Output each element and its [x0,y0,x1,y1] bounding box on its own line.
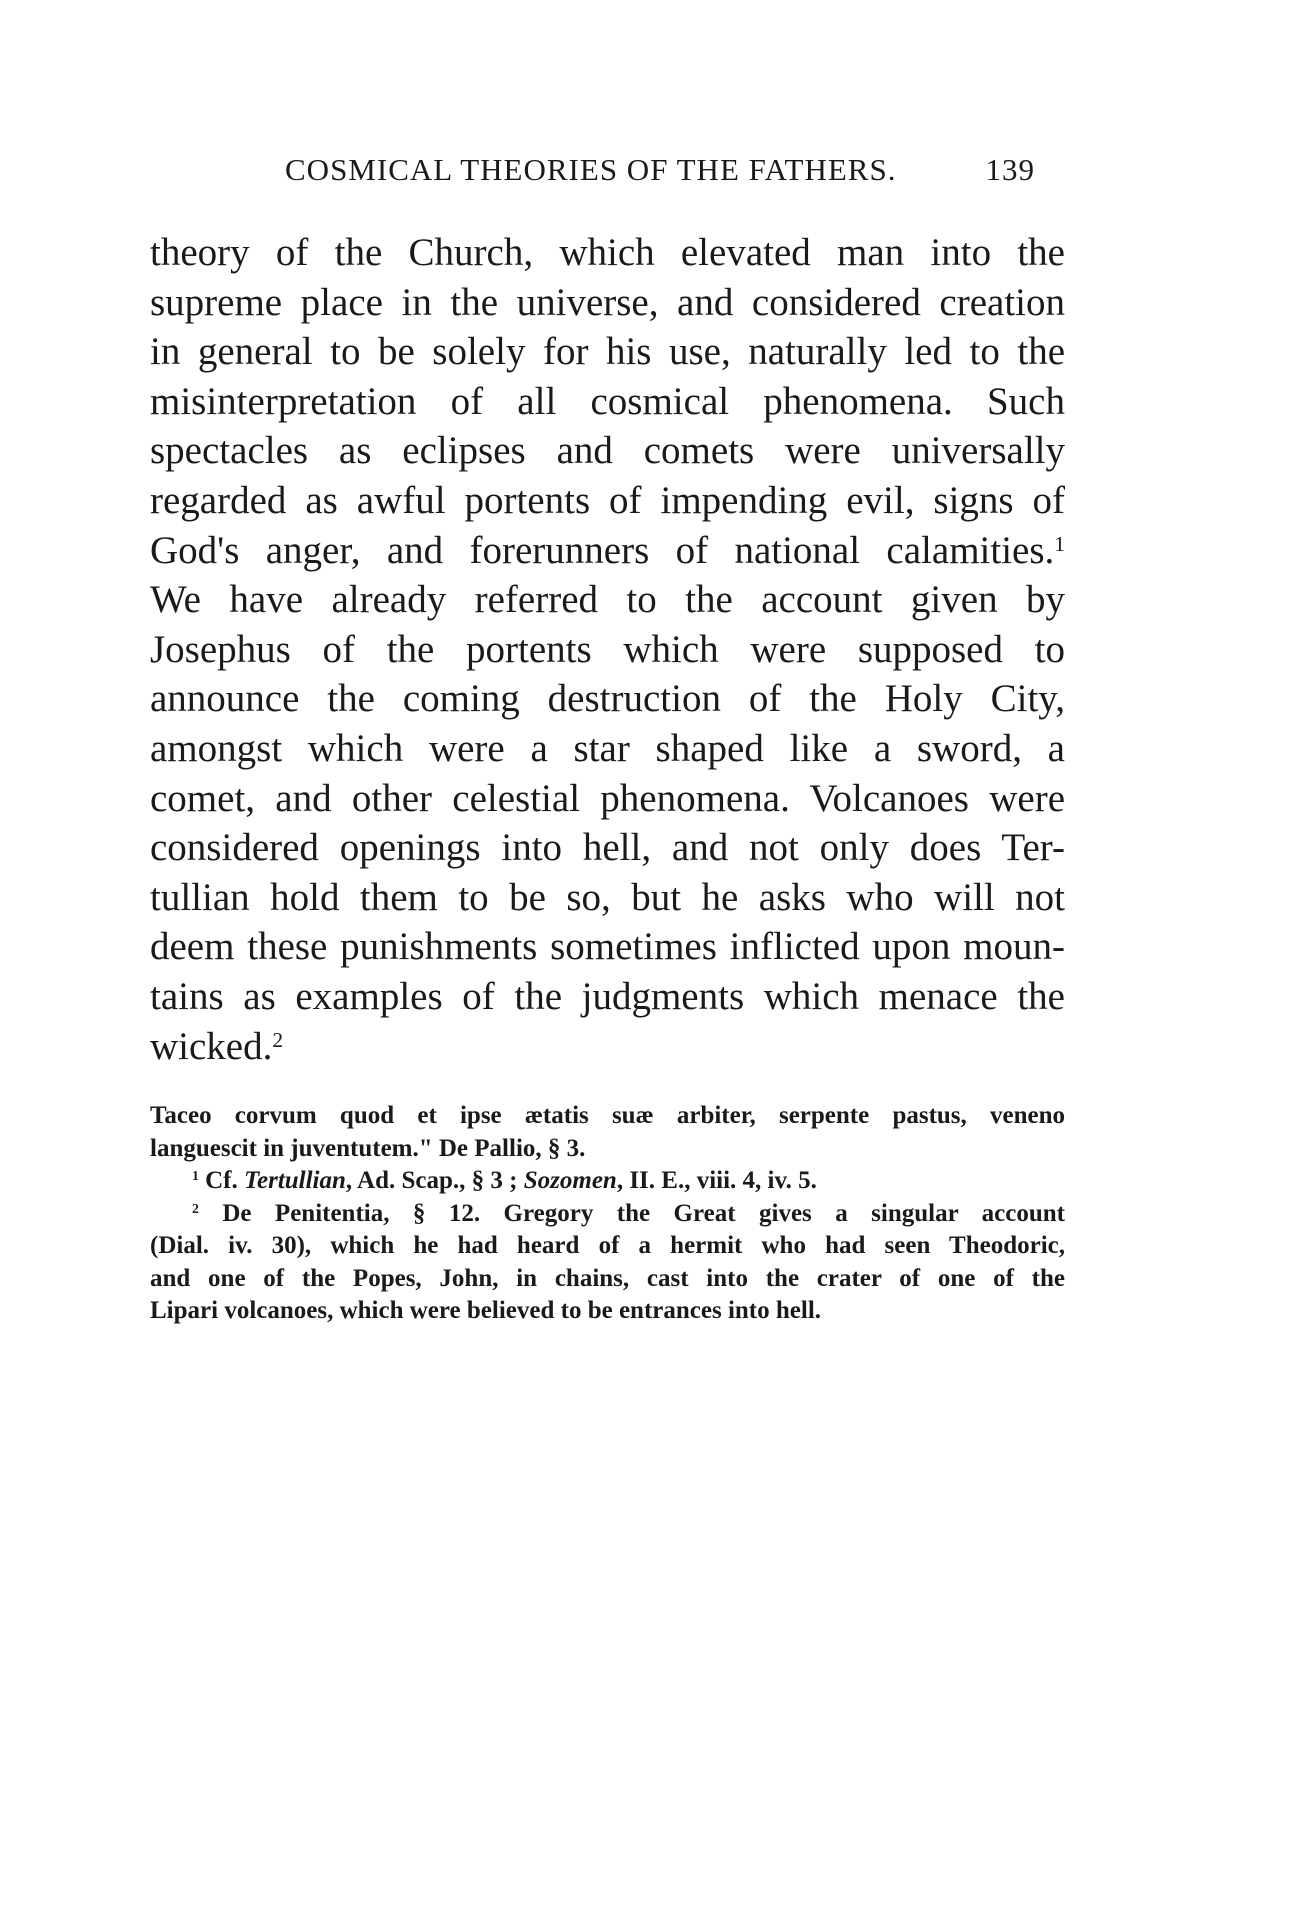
text-line [150,1022,1065,1072]
footnote-2 [150,1198,1065,1231]
body-text [150,228,1065,1071]
footnote-1-author: Tertullian [244,1167,346,1194]
footnote-1-ref-2: , II. E., viii. 4, iv. 5. [616,1167,817,1194]
footnote-2-text: De Penitentia, § 12. Gregory the Great gives a singular account [222,1199,1065,1227]
footnotes [150,1100,1065,1328]
footnote-2-line: and one of the Popes, John, in chains, cast into the crater of one of the [150,1264,1065,1292]
footnote-2-line: (Dial. iv. 30), which he had heard of a hermit who had seen Theodoric, [150,1232,1065,1259]
text-line-content: God's anger, and forerunners of national calamities. [150,528,1055,572]
page-number: 139 [985,152,1035,187]
footnote-1-prefix: Cf. [205,1167,238,1194]
text-line: We have already referred to the account given by [150,578,1065,622]
text-line: deem these punishments sometimes inflicted upon moun- [150,925,1065,969]
text-line: in general to be solely for his use, naturally led to the [150,330,1065,374]
text-line: misinterpretation of all cosmical phenomena. Such [150,379,1065,423]
text-line: regarded as awful portents of impending evil, signs of [150,478,1065,522]
text-line: considered openings into hell, and not only does Ter- [150,826,1065,870]
text-line: supreme place in the universe, and considered creation [150,280,1065,324]
running-title: COSMICAL THEORIES OF THE FATHERS. [285,152,897,187]
footnote-ref-2: 2 [272,1027,284,1052]
text-line: tains as examples of the judgments which menace the [150,974,1065,1018]
footnote-2-line: Lipari volcanoes, which were believed to be entrances into hell. [150,1297,822,1324]
footnote-1-ref: , Ad. Scap., § 3 ; [345,1167,518,1194]
footnote-continued-line: languescit in juventutem." De Pallio, § 3. [150,1134,586,1162]
text-line: tullian hold them to be so, but he asks who will not [150,875,1065,919]
text-line: spectacles as eclipses and comets were universally [150,429,1065,473]
text-line: announce the coming destruction of the Holy City, [150,677,1065,721]
footnote-1-author-2: Sozomen [523,1167,617,1194]
text-line: Josephus of the portents which were supposed to [150,627,1065,671]
footnote-1 [150,1165,1065,1198]
text-line: theory of the Church, which elevated man into the [150,231,1065,274]
footnote-2-marker: 2 [192,1200,199,1216]
footnote-1-marker: 1 [192,1168,199,1184]
footnote-continued-line: Taceo corvum quod et ipse ætatis suæ arbiter, serpente pastus, veneno [150,1102,1065,1129]
text-line: amongst which were a star shaped like a sword, a [150,726,1065,770]
text-line-content: wicked. [150,1024,273,1068]
text-line: comet, and other celestial phenomena. Volcanoes were [150,776,1065,820]
footnote-ref-1: 1 [1054,531,1065,556]
text-line [150,526,1065,576]
